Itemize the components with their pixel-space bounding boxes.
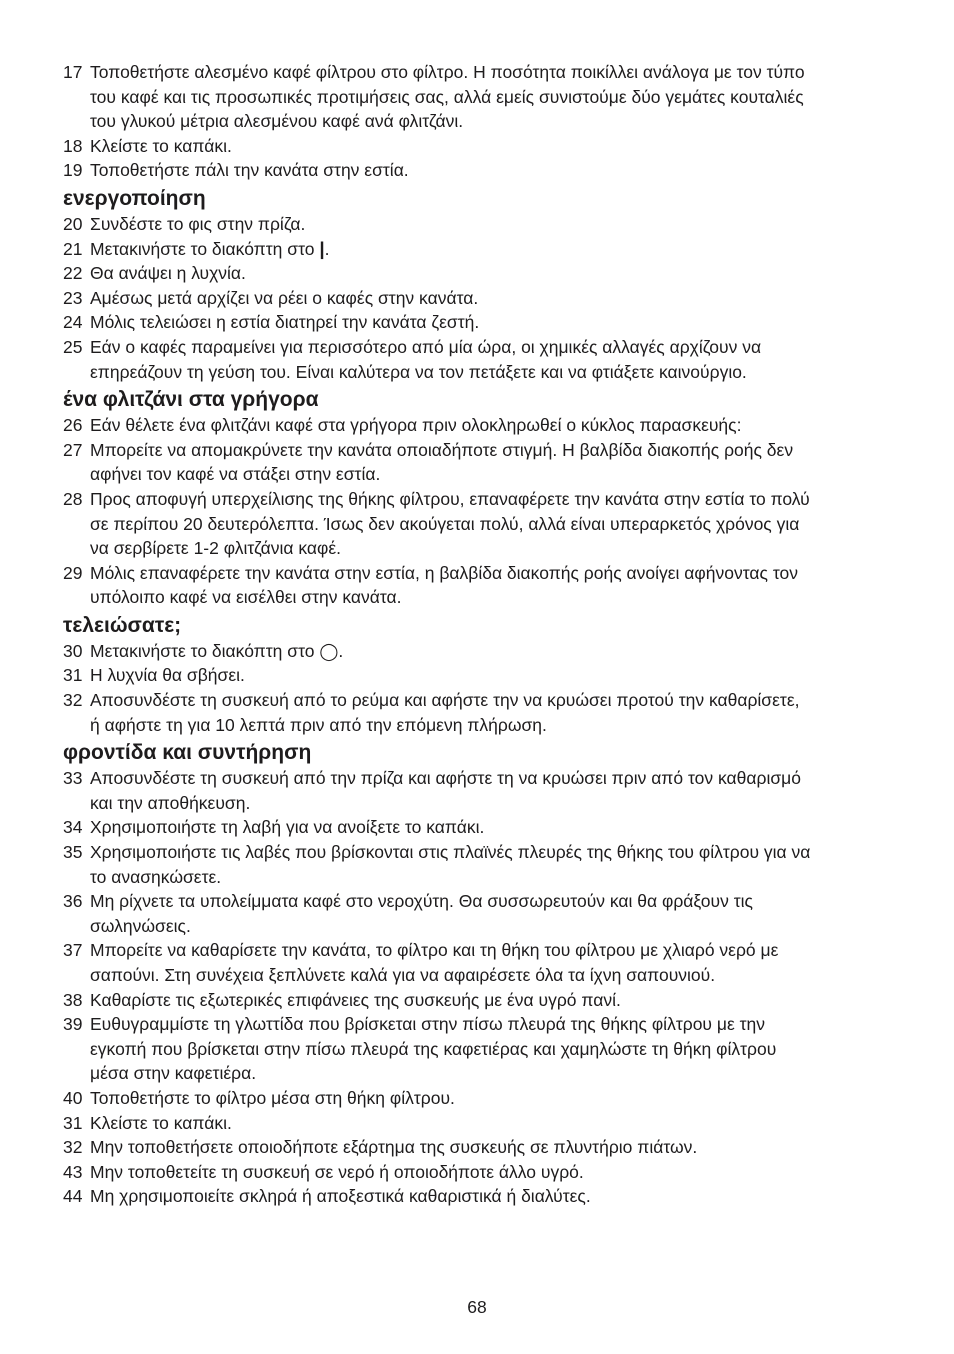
item-line: Χρησιμοποιήστε τη λαβή για να ανοίξετε το καπάκι. bbox=[90, 817, 485, 838]
item-line-with-symbol bbox=[90, 639, 933, 664]
item-line: Μη ρίχνετε τα υπολείμματα καφέ στο νεροχύτη. Θα συσσωρευτούν και θα φράξουν τις bbox=[90, 891, 753, 912]
item-line: Τοποθετήστε πάλι την κανάτα στην εστία. bbox=[90, 160, 409, 181]
item-line: εγκοπή που βρίσκεται στην πίσω πλευρά της καφετιέρας και χαμηλώστε τη θήκη φίλτρου bbox=[90, 1038, 777, 1059]
item-number: 33 bbox=[63, 768, 83, 789]
item-text bbox=[90, 261, 933, 286]
list-item bbox=[63, 663, 933, 688]
section-quick-cup bbox=[63, 387, 933, 610]
item-number: 29 bbox=[63, 562, 83, 583]
item-text bbox=[90, 1160, 933, 1185]
item-number: 19 bbox=[63, 160, 83, 181]
item-line: το ανασηκώσετε. bbox=[90, 866, 222, 887]
item-text bbox=[90, 158, 933, 183]
item-line: Ευθυγραμμίστε τη γλωττίδα που βρίσκεται στην πίσω πλευρά της θήκης φίλτρου με την bbox=[90, 1014, 765, 1035]
item-number: 34 bbox=[63, 817, 83, 838]
item-line: Χρησιμοποιήστε τις λαβές που βρίσκονται στις πλαϊνές πλευρές της θήκης του φίλτρου για να bbox=[90, 842, 811, 863]
item-number: 28 bbox=[63, 488, 83, 509]
item-number: 22 bbox=[63, 263, 83, 284]
list-item bbox=[63, 1160, 933, 1185]
item-number: 31 bbox=[63, 665, 83, 686]
item-line: αφήνει τον καφέ να στάξει στην εστία. bbox=[90, 464, 381, 485]
item-number: 39 bbox=[63, 1014, 83, 1035]
item-number: 40 bbox=[63, 1087, 83, 1108]
list-item bbox=[63, 840, 933, 889]
item-text bbox=[90, 1135, 933, 1160]
item-line: Συνδέστε το φις στην πρίζα. bbox=[90, 213, 306, 234]
item-line: Μπορείτε να καθαρίσετε την κανάτα, το φίλτρο και τη θήκη του φίλτρου με χλιαρό νερό με bbox=[90, 940, 779, 961]
list-item bbox=[63, 639, 933, 664]
item-line: του γλυκού μέτρια αλεσμένου καφέ ανά φλιτζάνι. bbox=[90, 111, 464, 132]
list-item bbox=[63, 413, 933, 438]
item-number: 32 bbox=[63, 1137, 83, 1158]
page-number: 68 bbox=[467, 1297, 487, 1317]
item-text bbox=[90, 889, 933, 938]
item-line: Καθαρίστε τις εξωτερικές επιφάνειες της συσκευής με ένα υγρό πανί. bbox=[90, 989, 621, 1010]
item-number: 20 bbox=[63, 213, 83, 234]
list-item bbox=[63, 1111, 933, 1136]
item-number: 21 bbox=[63, 238, 83, 259]
item-text bbox=[90, 134, 933, 159]
item-number: 26 bbox=[63, 415, 83, 436]
list-item bbox=[63, 988, 933, 1013]
item-line: Μην τοποθετείτε τη συσκευή σε νερό ή οποιοδήποτε άλλο υγρό. bbox=[90, 1161, 584, 1182]
list-item bbox=[63, 134, 933, 159]
item-line: μέσα στην καφετιέρα. bbox=[90, 1063, 257, 1084]
list-item bbox=[63, 286, 933, 311]
item-line: σε περίπου 20 δευτερόλεπτα. Ίσως δεν ακούγεται πολύ, αλλά είναι υπεραρκετός χρόνος για bbox=[90, 513, 800, 534]
item-number: 23 bbox=[63, 287, 83, 308]
list-item bbox=[63, 158, 933, 183]
item-line: Θα ανάψει η λυχνία. bbox=[90, 263, 246, 284]
item-text bbox=[90, 286, 933, 311]
item-line: Μη χρησιμοποιείτε σκληρά ή αποξεστικά καθαριστικά ή διαλύτες. bbox=[90, 1186, 591, 1207]
item-number: 38 bbox=[63, 989, 83, 1010]
switch-off-icon: ◯ bbox=[319, 641, 339, 662]
item-text bbox=[90, 310, 933, 335]
item-text bbox=[90, 237, 933, 262]
item-number: 31 bbox=[63, 1112, 83, 1133]
item-number: 17 bbox=[63, 62, 83, 82]
item-text bbox=[90, 1086, 933, 1111]
item-text bbox=[90, 639, 933, 664]
section-switching-on bbox=[63, 186, 933, 384]
item-text bbox=[90, 335, 933, 384]
item-text bbox=[90, 212, 933, 237]
item-line: επηρεάζουν τη γεύση του. Είναι καλύτερα να τον πετάξετε και να φτιάξετε καινούργιο. bbox=[90, 361, 747, 382]
item-line: Τοποθετήστε το φίλτρο μέσα στη θήκη φίλτρου. bbox=[90, 1087, 455, 1108]
section-heading: τελειώσατε; bbox=[63, 613, 182, 637]
item-line: Μόλις τελειώσει η εστία διατηρεί την κανάτα ζεστή. bbox=[90, 312, 480, 333]
list-item bbox=[63, 815, 933, 840]
list-item bbox=[63, 688, 933, 737]
item-line: σαπούνι. Στη συνέχεια ξεπλύνετε καλά για να αφαιρέσετε όλα τα ίχνη σαπουνιού. bbox=[90, 965, 716, 985]
item-number: 37 bbox=[63, 940, 83, 961]
item-number: 35 bbox=[63, 842, 83, 863]
list-item bbox=[63, 237, 933, 262]
item-text bbox=[90, 840, 933, 889]
item-number: 25 bbox=[63, 336, 83, 357]
item-line: σωληνώσεις. bbox=[90, 915, 191, 936]
item-number: 27 bbox=[63, 439, 83, 460]
list-item bbox=[63, 261, 933, 286]
list-item bbox=[63, 60, 933, 134]
item-number: 36 bbox=[63, 891, 83, 912]
item-text bbox=[90, 561, 933, 610]
list-item bbox=[63, 438, 933, 487]
page-content bbox=[63, 60, 933, 1209]
list-item bbox=[63, 1086, 933, 1111]
item-number: 43 bbox=[63, 1161, 83, 1182]
item-number: 32 bbox=[63, 690, 83, 711]
switch-on-icon: | bbox=[319, 238, 325, 260]
item-line-suffix: . bbox=[324, 238, 330, 259]
list-item bbox=[63, 310, 933, 335]
item-number: 24 bbox=[63, 312, 83, 333]
item-line: Αποσυνδέστε τη συσκευή από το ρεύμα και αφήστε την να κρυώσει προτού την καθαρίσετε, bbox=[90, 690, 800, 711]
list-item bbox=[63, 1135, 933, 1160]
item-line: Κλείστε το καπάκι. bbox=[90, 135, 232, 156]
item-text bbox=[90, 988, 933, 1013]
item-text bbox=[90, 487, 933, 561]
list-item bbox=[63, 335, 933, 384]
item-line-suffix: . bbox=[338, 640, 344, 661]
section-heading: ενεργοποίηση bbox=[63, 186, 206, 210]
section-finished bbox=[63, 613, 933, 737]
list-item bbox=[63, 1012, 933, 1086]
item-line: Η λυχνία θα σβήσει. bbox=[90, 665, 245, 686]
item-line: Προς αποφυγή υπερχείλισης της θήκης φίλτρου, επαναφέρετε την κανάτα στην εστία το πολύ bbox=[90, 488, 810, 509]
item-number: 18 bbox=[63, 135, 83, 156]
list-item bbox=[63, 766, 933, 815]
item-text bbox=[90, 413, 933, 438]
section-care-maintenance bbox=[63, 740, 933, 1209]
item-line: και την αποθήκευση. bbox=[90, 792, 251, 813]
item-line: Μπορείτε να απομακρύνετε την κανάτα οποιαδήποτε στιγμή. Η βαλβίδα διακοπής ροής δεν bbox=[90, 439, 794, 460]
item-line: Εάν ο καφές παραμείνει για περισσότερο από μία ώρα, οι χημικές αλλαγές αρχίζουν να bbox=[90, 336, 762, 357]
item-line: Μην τοποθετήσετε οποιοδήποτε εξάρτημα της συσκευής σε πλυντήριο πιάτων. bbox=[90, 1137, 698, 1158]
item-text bbox=[90, 60, 933, 134]
item-line: Αποσυνδέστε τη συσκευή από την πρίζα και αφήστε τη να κρυώσει πριν από τον καθαρισμό bbox=[90, 768, 801, 789]
item-text bbox=[90, 1111, 933, 1136]
item-line: Μόλις επαναφέρετε την κανάτα στην εστία, η βαλβίδα διακοπής ροής ανοίγει αφήνοντας τον bbox=[90, 562, 798, 583]
item-line: Εάν θέλετε ένα φλιτζάνι καφέ στα γρήγορα πριν ολοκληρωθεί ο κύκλος παρασκευής: bbox=[90, 415, 742, 436]
item-line: ή αφήστε τη για 10 λεπτά πριν από την επόμενη πλήρωση. bbox=[90, 714, 547, 735]
item-text bbox=[90, 1184, 933, 1209]
list-item bbox=[63, 561, 933, 610]
item-line: υπόλοιπο καφέ να εισέλθει στην κανάτα. bbox=[90, 587, 402, 608]
list-item bbox=[63, 212, 933, 237]
list-item bbox=[63, 938, 933, 987]
item-line: του καφέ και τις προσωπικές προτιμήσεις σας, αλλά εμείς συνιστούμε δύο γεμάτες κουταλιές bbox=[90, 86, 804, 107]
item-text bbox=[90, 688, 933, 737]
section-preparation bbox=[63, 60, 933, 183]
item-text bbox=[90, 815, 933, 840]
item-line-text: Μετακινήστε το διακόπτη στο bbox=[90, 238, 320, 259]
section-heading: ένα φλιτζάνι στα γρήγορα bbox=[63, 388, 319, 412]
list-item bbox=[63, 889, 933, 938]
item-text bbox=[90, 438, 933, 487]
list-item bbox=[63, 1184, 933, 1209]
item-number: 30 bbox=[63, 640, 83, 661]
item-line-with-symbol bbox=[90, 237, 933, 262]
item-line: Τοποθετήστε αλεσμένο καφέ φίλτρου στο φίλτρο. Η ποσότητα ποικίλλει ανάλογα με τον τύπο bbox=[90, 62, 805, 82]
item-line: Αμέσως μετά αρχίζει να ρέει ο καφές στην κανάτα. bbox=[90, 287, 479, 308]
item-text bbox=[90, 938, 933, 987]
item-number: 44 bbox=[63, 1186, 83, 1207]
item-text bbox=[90, 663, 933, 688]
item-line: να σερβίρετε 1-2 φλιτζάνια καφέ. bbox=[90, 538, 341, 559]
item-line-text: Μετακινήστε το διακόπτη στο bbox=[90, 640, 320, 661]
list-item bbox=[63, 487, 933, 561]
section-heading: φροντίδα και συντήρηση bbox=[63, 741, 312, 765]
item-line: Κλείστε το καπάκι. bbox=[90, 1112, 232, 1133]
item-text bbox=[90, 1012, 933, 1086]
item-text bbox=[90, 766, 933, 815]
